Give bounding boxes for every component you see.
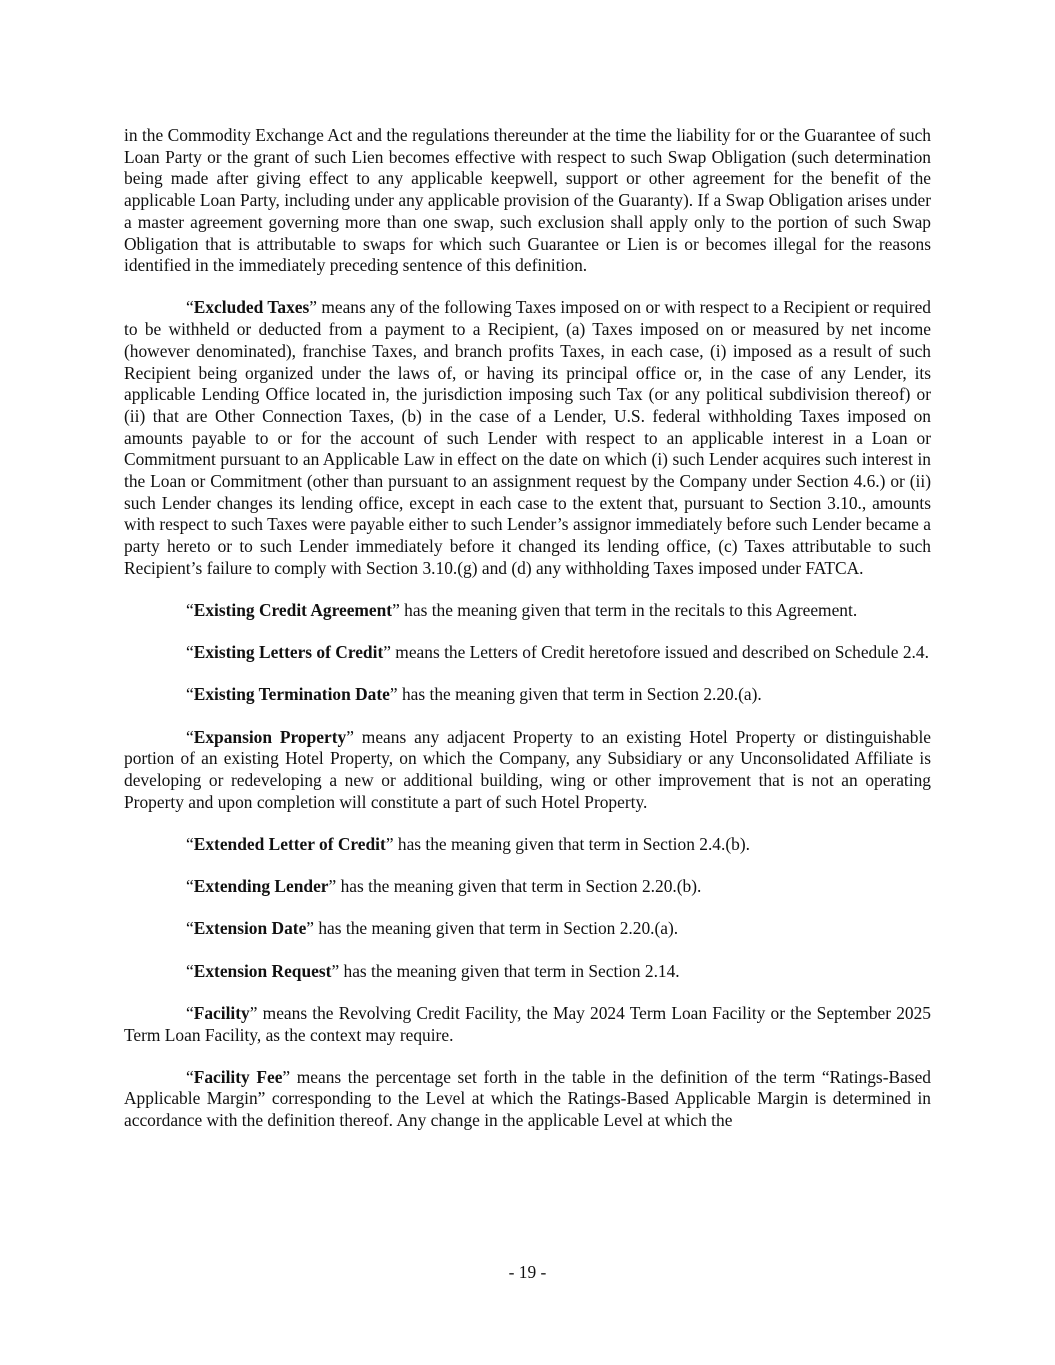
defined-term: Expansion Property <box>193 726 347 747</box>
definition-body: ” means the percentage set forth in the table in the definition of the term “Ratings-Based Applicable Margin” corresponding to the Level at which the Ratings-Based Applicable Margin is determined in accordance with the definition thereof. Any change in the applicable Level at which the <box>124 1066 931 1131</box>
open-quote: “ <box>186 1066 194 1087</box>
open-quote: “ <box>186 684 194 705</box>
page-number: - 19 - <box>508 1262 547 1282</box>
definition-body: ” has the meaning given that term in the recitals to this Agreement. <box>392 600 858 621</box>
definition-body: ” means the Letters of Credit heretofore issued and described on Schedule 2.4. <box>383 642 929 663</box>
document-page <box>124 125 931 1152</box>
definition-body: ” has the meaning given that term in Section 2.20.(a). <box>389 684 762 705</box>
definition-body: ” has the meaning given that term in Section 2.14. <box>331 960 680 981</box>
open-quote: “ <box>186 297 194 318</box>
definition-facility-fee <box>124 1067 931 1132</box>
open-quote: “ <box>186 918 194 939</box>
open-quote: “ <box>186 726 194 747</box>
definition-existing-credit-agreement <box>124 600 931 622</box>
definition-body: ” means any adjacent Property to an existing Hotel Property or distinguishable portion of an existing Hotel Property, on which the Company, any Subsidiary or any Unconsolidated Affiliate is developing or redeveloping a new or additional building, wing or other improvement that is not an operating Property and upon completion will constitute a part of such Hotel Property. <box>124 726 932 812</box>
defined-term: Facility Fee <box>193 1066 283 1087</box>
definition-body: ” means any of the following Taxes imposed on or with respect to a Recipient or required to be withheld or deducted from a payment to a Recipient, (a) Taxes imposed on or measured by net income (however denominated), franchise Taxes, and branch profits Taxes, in each case, (i) imposed as a result of such Recipient being organized under the laws of, or having its principal office or, in the case of any Lender, its applicable Lending Office located in, the jurisdiction imposing such Tax (or any political subdivision thereof) or (ii) that are Other Connection Taxes, (b) in the case of a Lender, U.S. federal withholding Taxes imposed on amounts payable to or for the account of such Lender with respect to an applicable interest in a Loan or Commitment pursuant to an Applicable Law in effect on the date on which (i) such Lender acquires such interest in the Loan or Commitment (other than pursuant to an assignment request by the Company under Section 4.6.) or (ii) such Lender changes its lending office, except in each case to the extent that, pursuant to Section 3.10., amounts with respect to such Taxes were payable either to such Lender’s assignor immediately before such Lender became a party hereto or to such Lender immediately before it changed its lending office, (c) Taxes attributable to such Recipient’s failure to comply with Section 3.10.(g) and (d) any withholding Taxes imposed under FATCA. <box>124 297 931 578</box>
definition-body: ” means the Revolving Credit Facility, the May 2024 Term Loan Facility or the September 2025 Term Loan Facility, as the context may require. <box>124 1002 931 1045</box>
definition-extending-lender <box>124 876 931 898</box>
defined-term: Extension Request <box>193 960 332 981</box>
definition-body: ” has the meaning given that term in Section 2.4.(b). <box>385 833 750 854</box>
defined-term: Existing Termination Date <box>193 684 390 705</box>
defined-term: Extended Letter of Credit <box>193 833 386 854</box>
defined-term: Facility <box>193 1002 250 1023</box>
definition-expansion-property <box>124 727 931 814</box>
definition-existing-termination-date <box>124 684 931 706</box>
defined-term: Extension Date <box>193 918 307 939</box>
definition-existing-letters-of-credit <box>124 642 931 664</box>
definition-extended-letter-of-credit <box>124 834 931 856</box>
definition-body: ” has the meaning given that term in Section 2.20.(b). <box>328 876 702 897</box>
definition-extension-request <box>124 961 931 983</box>
definition-extension-date <box>124 918 931 940</box>
open-quote: “ <box>186 960 194 981</box>
definition-body: ” has the meaning given that term in Section 2.20.(a). <box>306 918 679 939</box>
open-quote: “ <box>186 876 194 897</box>
defined-term: Existing Letters of Credit <box>193 642 384 663</box>
open-quote: “ <box>186 600 194 621</box>
definition-excluded-taxes <box>124 297 931 579</box>
defined-term: Existing Credit Agreement <box>193 600 393 621</box>
definition-facility <box>124 1003 931 1046</box>
continuation-paragraph: in the Commodity Exchange Act and the regulations thereunder at the time the liability for or the Guarantee of such Loan Party or the grant of such Lien becomes effective with respect to such Swap Obligation (such determination being made after giving effect to any applicable keepwell, support or other agreement for the benefit of the applicable Loan Party, including under any applicable provision of the Guaranty). If a Swap Obligation arises under a master agreement governing more than one swap, such exclusion shall apply only to the portion of such Swap Obligation that is attributable to swaps for which such Guarantee or Lien is or becomes illegal for the reasons identified in the immediately preceding sentence of this definition. <box>124 125 931 276</box>
open-quote: “ <box>186 1002 194 1023</box>
defined-term: Excluded Taxes <box>193 297 310 318</box>
open-quote: “ <box>186 642 194 663</box>
open-quote: “ <box>186 833 194 854</box>
defined-term: Extending Lender <box>193 876 329 897</box>
